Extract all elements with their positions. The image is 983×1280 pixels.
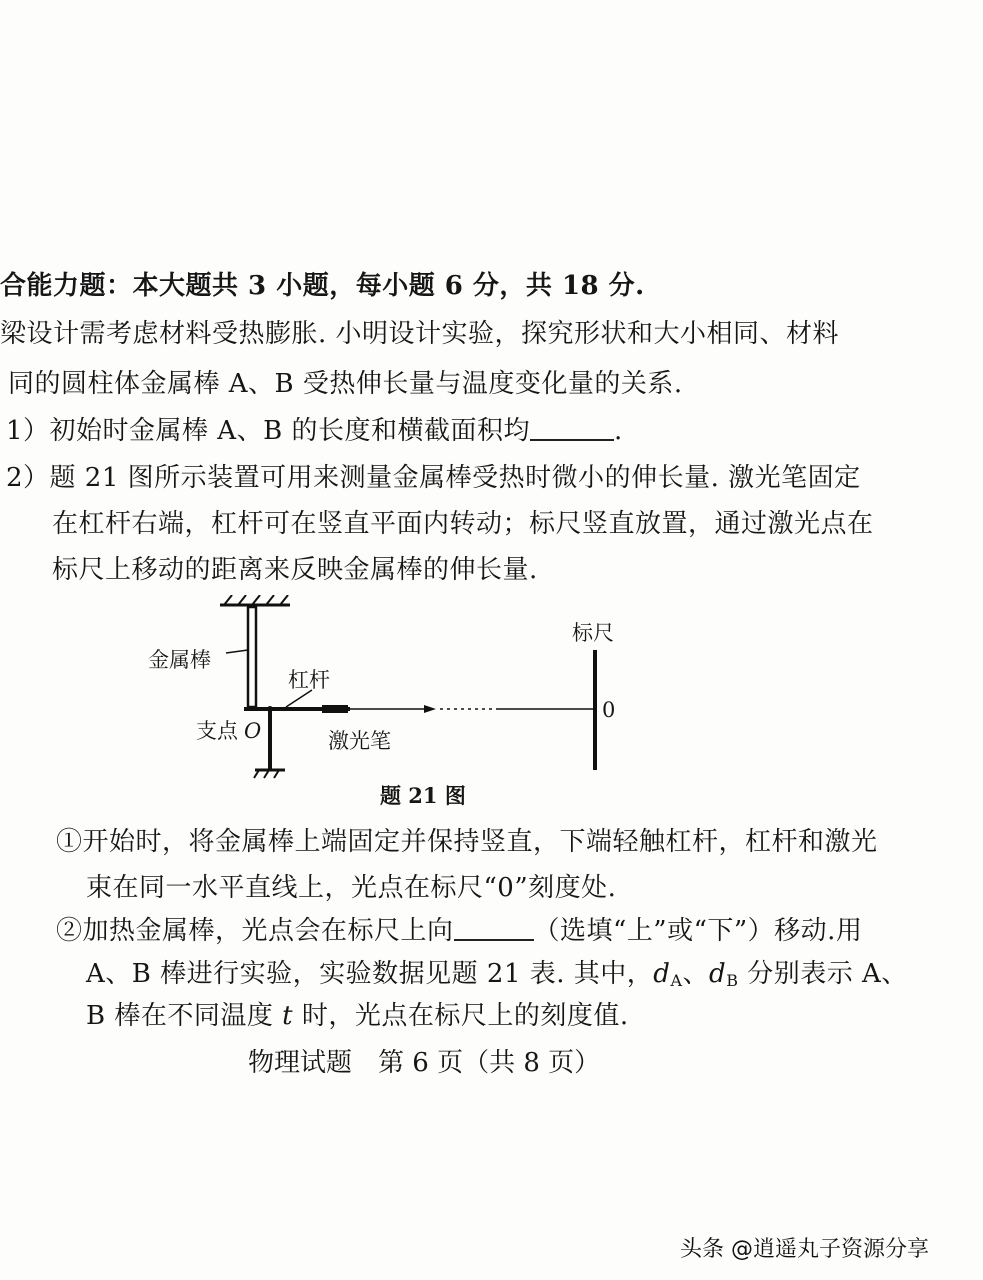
label-pivot-letter: O [244,719,262,743]
label-pivot: 支点 [196,719,238,743]
lever-pointer [286,690,312,707]
symbol-dB-sub: B [726,971,739,990]
part-2-line-3: 标尺上移动的距离来反映金属棒的伸长量. [52,555,538,585]
step-1-line-1: ①开始时，将金属棒上端固定并保持竖直，下端轻触杠杆，杠杆和激光 [56,827,878,857]
section-heading: 合能力题：本大题共 3 小题，每小题 6 分，共 18 分. [0,271,645,301]
metal-rod-pointer [226,650,248,653]
laser-pen [322,705,348,713]
step-2-line-1 [56,913,862,947]
symbol-dA-sub: A [670,971,683,990]
step-2-line-2-a: A、B 棒进行实验，实验数据见题 21 表. 其中， [86,959,654,989]
pivot-point [267,706,273,712]
step-2-prefix: ②加热金属棒，光点会在标尺上向 [56,916,454,946]
step-2-line-3 [86,1000,629,1032]
label-metal-rod: 金属棒 [148,648,211,672]
symbol-dA: d [653,959,671,989]
step-2-suffix: （选填“上”或“下”）移动.用 [533,916,863,946]
symbol-t: t [282,1001,294,1031]
label-scale: 标尺 [572,621,614,645]
part-1-suffix: . [613,416,623,446]
label-zero: 0 [602,698,616,722]
apparatus-diagram [140,595,660,810]
symbol-dB: d [709,959,727,989]
answer-blank-2[interactable] [454,913,534,941]
step-2-line-2 [86,958,908,997]
page-footer: 物理试题 第 6 页（共 8 页） [248,1048,601,1078]
laser-beam-arrow [424,705,436,713]
answer-blank-1[interactable] [530,413,614,441]
metal-rod [248,607,256,707]
part-1-prefix: 1）初始时金属棒 A、B 的长度和横截面积均 [6,416,530,446]
separator: 、 [682,959,710,989]
part-2-line-1: 2）题 21 图所示装置可用来测量金属棒受热时微小的伸长量. 激光笔固定 [6,463,861,493]
watermark: 头条 @逍遥丸子资源分享 [680,1237,929,1262]
step-1-line-2: 束在同一水平直线上，光点在标尺“0”刻度处. [86,873,617,903]
question-intro-line-1: 梁设计需考虑材料受热膨胀. 小明设计实验，探究形状和大小相同、材料 [0,319,840,349]
step-2-line-3-b: 时，光点在标尺上的刻度值. [293,1001,629,1031]
part-1 [6,413,623,447]
label-laser-pen: 激光笔 [328,729,391,753]
figure-caption: 题 21 图 [380,783,466,808]
step-2-line-2-b: 分别表示 A、 [738,959,908,989]
step-2-line-3-a: B 棒在不同温度 [86,1001,283,1031]
label-lever: 杠杆 [288,668,330,692]
question-intro-line-2: 同的圆柱体金属棒 A、B 受热伸长量与温度变化量的关系. [8,369,683,399]
part-2-line-2: 在杠杆右端，杠杆可在竖直平面内转动；标尺竖直放置，通过激光点在 [52,509,874,539]
